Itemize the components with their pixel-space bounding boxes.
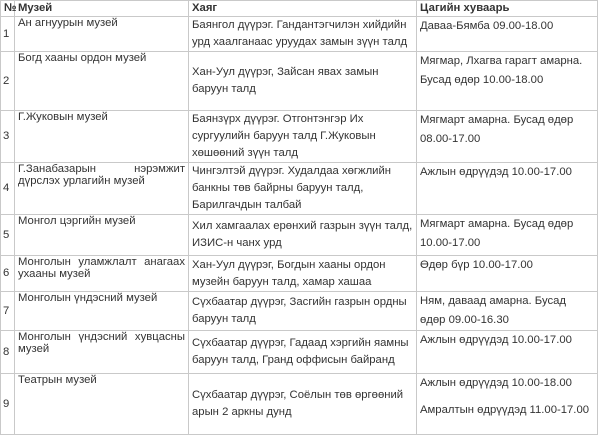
- museum-hours: Даваа-Бямба 09.00-18.00: [417, 17, 598, 52]
- header-hours: Цагийн хуваарь: [417, 1, 598, 17]
- header-number: №: [1, 1, 15, 17]
- row-number: 3: [1, 111, 15, 163]
- row-number: 8: [1, 331, 15, 374]
- museum-hours: Ням, даваад амарна. Бусад өдөр 09.00-16.30: [417, 292, 598, 331]
- table-row: [1, 17, 598, 52]
- hours-weekend: Амралтын өдрүүдэд 11.00-17.00: [420, 404, 590, 416]
- table-row: [1, 111, 598, 163]
- museum-address: Хан-Уул дүүрэг, Богдын хааны ордон музейн баруун талд, хамар хашаа: [189, 256, 417, 292]
- hours-weekdays: Ажлын өдрүүдэд 10.00-18.00: [420, 377, 572, 389]
- museum-hours: [417, 374, 598, 435]
- museum-hours: Ажлын өдрүүдэд 10.00-17.00: [417, 331, 598, 374]
- header-museum: Музей: [15, 1, 189, 17]
- table-row: [1, 292, 598, 331]
- header-address: Хаяг: [189, 1, 417, 17]
- row-number: 7: [1, 292, 15, 331]
- museum-address: Баянзүрх дүүрэг. Отгонтэнгэр Их сургуулийн баруун талд Г.Жуковын хөшөөний зүүн талд: [189, 111, 417, 163]
- table-row: [1, 374, 598, 435]
- museum-address: Сүхбаатар дүүрэг, Соёлын төв өргөөний арын 2 аркны дунд: [189, 374, 417, 435]
- museum-name: Монголын үндэсний хувцасны музей: [15, 331, 189, 374]
- row-number: 9: [1, 374, 15, 435]
- table-header-row: [1, 1, 598, 17]
- museum-address: Чингэлтэй дүүрэг. Худалдаа хөгжлийн банкны төв байрны баруун талд, Барилгачдын талбай: [189, 163, 417, 215]
- table-row: [1, 331, 598, 374]
- museum-hours: Мягмарт амарна. Бусад өдөр 08.00-17.00: [417, 111, 598, 163]
- museum-hours: Мягмар, Лхагва гарагт амарна. Бусад өдөр 10.00-18.00: [417, 52, 598, 111]
- row-number: 1: [1, 17, 15, 52]
- museum-hours: Ажлын өдрүүдэд 10.00-17.00: [417, 163, 598, 215]
- table-row: [1, 52, 598, 111]
- row-number: 6: [1, 256, 15, 292]
- table-row: [1, 215, 598, 256]
- row-number: 5: [1, 215, 15, 256]
- museum-name: Г.Жуковын музей: [15, 111, 189, 163]
- museum-name: Ан агнуурын музей: [15, 17, 189, 52]
- museum-hours: Өдөр бүр 10.00-17.00: [417, 256, 598, 292]
- museum-name: Богд хааны ордон музей: [15, 52, 189, 111]
- museum-name: Театрын музей: [15, 374, 189, 435]
- museum-hours: Мягмарт амарна. Бусад өдөр 10.00-17.00: [417, 215, 598, 256]
- row-number: 4: [1, 163, 15, 215]
- table-row: [1, 256, 598, 292]
- museum-name: Монголын үндэсний музей: [15, 292, 189, 331]
- museum-address: Сүхбаатар дүүрэг, Засгийн газрын ордны баруун талд: [189, 292, 417, 331]
- museum-address: Баянгол дүүрэг. Гандантэгчилэн хийдийн урд хаалганаас уруудах замын зүүн талд: [189, 17, 417, 52]
- museum-name: Г.Занабазарын нэрэмжит дүрслэх урлагийн музей: [15, 163, 189, 215]
- museum-name: Монгол цэргийн музей: [15, 215, 189, 256]
- museum-name: Монголын уламжлалт анагаах ухааны музей: [15, 256, 189, 292]
- museum-address: Хан-Уул дүүрэг, Зайсан явах замын баруун талд: [189, 52, 417, 111]
- table-row: [1, 163, 598, 215]
- row-number: 2: [1, 52, 15, 111]
- museum-address: Хил хамгаалах ерөнхий газрын зүүн талд, ИЗИС-н чанх урд: [189, 215, 417, 256]
- museum-address: Сүхбаатар дүүрэг, Гадаад хэргийн яамны баруун талд, Гранд оффисын байранд: [189, 331, 417, 374]
